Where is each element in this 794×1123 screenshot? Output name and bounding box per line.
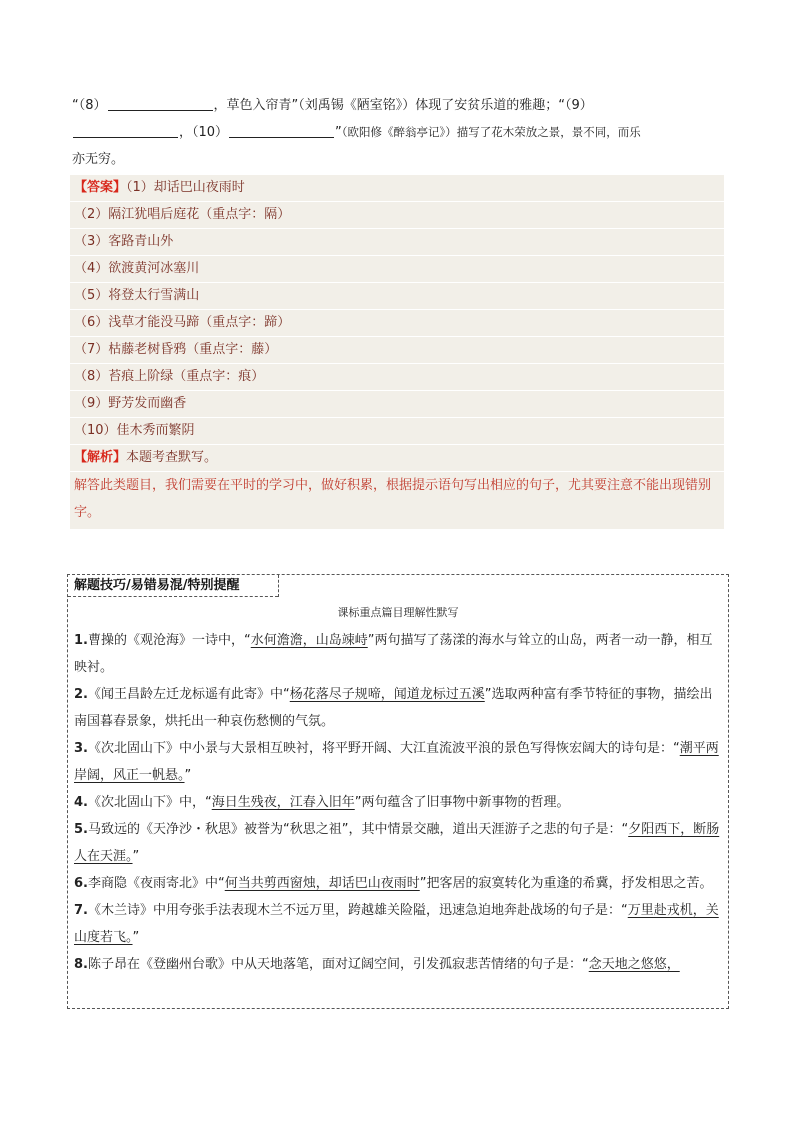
analysis-row xyxy=(70,445,724,472)
tip-text: 《次北固山下》中，“ xyxy=(87,795,212,810)
question-line-2 xyxy=(72,119,722,146)
tip-item xyxy=(74,951,722,978)
answer-row xyxy=(70,256,724,283)
analysis-body: 解答此类题目，我们需要在平时的学习中，做好积累，根据提示语句写出相应的句子，尤其要注意不能出现错别字。 xyxy=(74,478,712,520)
answer-item: （8）苔痕上阶绿（重点字：痕） xyxy=(74,369,265,384)
question-text xyxy=(72,92,722,173)
tip-text: ” xyxy=(132,849,140,864)
answer-item: （9）野芳发而幽香 xyxy=(74,396,187,411)
answer-blank-10 xyxy=(229,123,334,138)
tip-text: ”选取两种富有季节特征的事物，描绘出南国暮春景象，烘托出一种哀伤愁恻的气氛。 xyxy=(74,687,713,729)
tips-heading-underline xyxy=(68,596,278,597)
tip-number: 5. xyxy=(74,822,88,837)
tip-text: 《次北固山下》中小景与大景相互映衬，将平野开阔、大江直流波平浪的景色写得恢宏阔大的诗句是：“ xyxy=(87,741,680,756)
tip-item xyxy=(74,816,722,870)
tip-text: ”两句描写了荡漾的海水与耸立的山岛，两者一动一静，相互映衬。 xyxy=(74,633,713,675)
question-line-3: 亦无穷。 xyxy=(72,152,125,167)
tip-text: 《闻王昌龄左迁龙标遥有此寄》中“ xyxy=(87,687,290,702)
tip-quote: 水何澹澹，山岛竦峙 xyxy=(250,633,368,648)
answer-row xyxy=(70,202,724,229)
tip-number: 2. xyxy=(74,687,88,702)
tip-quote: 念天地之悠悠， xyxy=(588,957,680,972)
question-text-segment: （欧阳修《醉翁亭记》）描写了花木荣放之景，景不同，而乐 xyxy=(341,125,641,139)
answer-row xyxy=(70,175,724,202)
tip-text: ”两句蕴含了旧事物中新事物的哲理。 xyxy=(354,795,570,810)
tip-text: ” xyxy=(132,930,140,945)
question-text-segment: ，（10） xyxy=(179,125,229,140)
tip-item xyxy=(74,897,722,951)
tip-quote: 万里赴戎机，关山度若飞。 xyxy=(74,903,719,945)
tips-box xyxy=(67,574,729,1009)
answer-row xyxy=(70,310,724,337)
analysis-tag: 【解析】 xyxy=(74,450,127,465)
tips-list xyxy=(74,627,722,978)
question-text-segment: ，草色入帘青”（刘禹锡《陋室铭》）体现了安贫乐道的雅趣；“（9） xyxy=(213,98,593,113)
tip-number: 3. xyxy=(74,741,88,756)
question-text-segment: “（8） xyxy=(72,98,107,113)
answer-item: （5）将登太行雪满山 xyxy=(74,288,200,303)
answer-row xyxy=(70,283,724,310)
answer-tag: 【答案】 xyxy=(74,180,127,195)
answer-item: （6）浅草才能没马蹄（重点字：蹄） xyxy=(74,315,291,330)
answer-item: （3）客路青山外 xyxy=(74,234,174,249)
tip-quote: 何当共剪西窗烛，却话巴山夜雨时 xyxy=(224,876,420,891)
answer-row xyxy=(70,364,724,391)
answer-row xyxy=(70,391,724,418)
tip-item xyxy=(74,870,722,897)
tip-text: ” xyxy=(184,768,192,783)
tip-text: 曹操的《观沧海》一诗中，“ xyxy=(87,633,251,648)
answer-item: （4）欲渡黄河冰塞川 xyxy=(74,261,200,276)
tip-number: 4. xyxy=(74,795,88,810)
answer-row xyxy=(70,229,724,256)
tip-text: ”把客居的寂寞转化为重逢的希冀，抒发相思之苦。 xyxy=(419,876,713,891)
analysis-text: 本题考查默写。 xyxy=(126,450,218,465)
answer-row xyxy=(70,418,724,445)
tip-item xyxy=(74,735,722,789)
tip-text: 李商隐《夜雨寄北》中“ xyxy=(87,876,225,891)
tips-subtitle: 课标重点篇目理解性默写 xyxy=(337,606,459,619)
tip-text: 陈子昂在《登幽州台歌》中从天地落笔，面对辽阔空间，引发孤寂悲苦情绪的句子是：“ xyxy=(87,957,589,972)
answer-blank-9 xyxy=(73,123,178,138)
tip-item xyxy=(74,627,722,681)
tip-text: 《木兰诗》中用夸张手法表现木兰不远万里，跨越雄关险隘，迅速急迫地奔赴战场的句子是：“ xyxy=(87,903,628,918)
question-line-1 xyxy=(72,92,722,119)
tips-heading: 解题技巧/易错易混/特别提醒 xyxy=(74,578,240,593)
answer-item: （1）却话巴山夜雨时 xyxy=(126,180,245,195)
tip-quote: 杨花落尽子规啼，闻道龙标过五溪 xyxy=(289,687,485,702)
answer-item: （2）隔江犹唱后庭花（重点字：隔） xyxy=(74,207,291,222)
tips-heading-divider xyxy=(278,575,279,597)
answer-blank-8 xyxy=(108,96,213,111)
tip-text: 马致远的《天净沙・秋思》被誉为“秋思之祖”，其中情景交融，道出天涯游子之悲的句子是：“ xyxy=(87,822,629,837)
answer-row xyxy=(70,337,724,364)
tip-quote: 夕阳西下，断肠人在天涯。 xyxy=(74,822,720,864)
answer-item: （7）枯藤老树昏鸦（重点字：藤） xyxy=(74,342,278,357)
tip-item xyxy=(74,789,722,816)
tip-number: 8. xyxy=(74,957,88,972)
answer-section xyxy=(70,175,724,529)
answer-item: （10）佳木秀而繁阴 xyxy=(74,423,195,438)
question-text-segment: ” xyxy=(335,125,342,140)
tip-number: 1. xyxy=(74,633,88,648)
tip-number: 6. xyxy=(74,876,88,891)
tip-item xyxy=(74,681,722,735)
tip-quote: 海日生残夜，江春入旧年 xyxy=(211,795,355,810)
tip-quote: 潮平两岸阔，风正一帆悬。 xyxy=(74,741,719,783)
tip-number: 7. xyxy=(74,903,88,918)
